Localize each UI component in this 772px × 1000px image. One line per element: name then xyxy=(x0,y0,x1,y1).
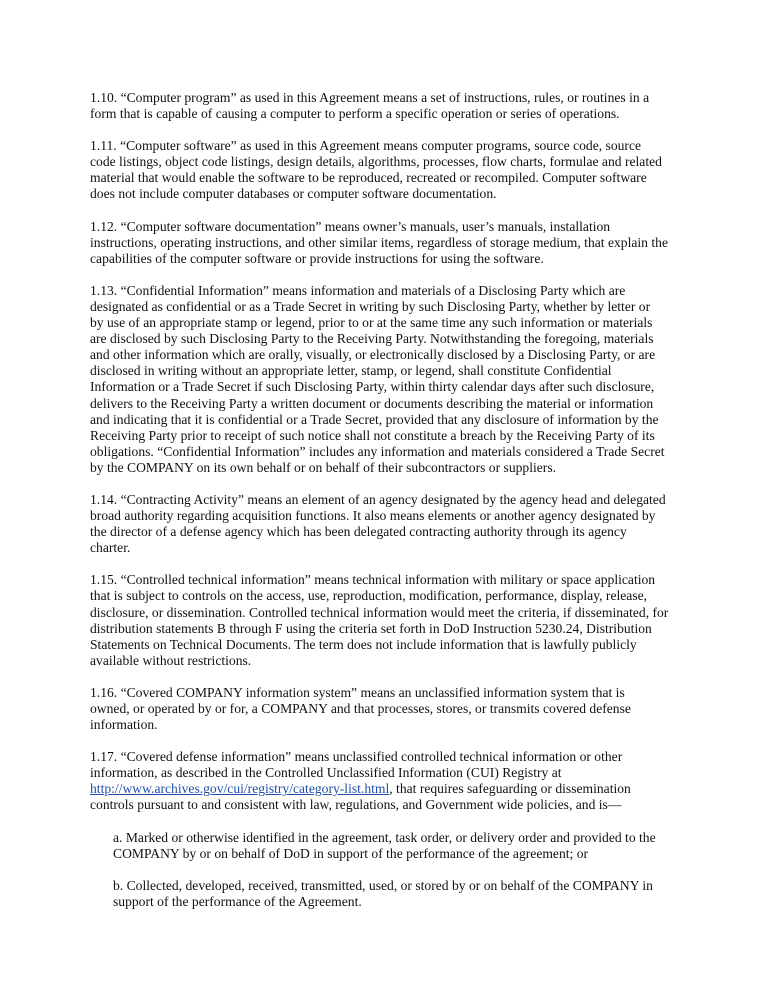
text-line: COMPANY by or on behalf of DoD in support of the performance of the agreement; or xyxy=(113,845,589,861)
section-1-13 xyxy=(90,283,690,476)
section-1-17-a xyxy=(113,830,690,862)
text-line: Information or a Trade Secret if such Disclosing Party, within thirty calendar days after such disclosure, xyxy=(90,379,655,395)
text-line: available without restrictions. xyxy=(90,652,252,668)
text-line: 1.14. “Contracting Activity” means an element of an agency designated by the agency head and delegated xyxy=(90,491,666,507)
text-fragment: , that requires safeguarding or dissemination xyxy=(389,781,631,797)
text-line: support of the performance of the Agreement. xyxy=(113,893,362,909)
text-line: 1.17. “Covered defense information” means unclassified controlled technical information or other xyxy=(90,749,623,765)
text-line: 1.13. “Confidential Information” means information and materials of a Disclosing Party which are xyxy=(90,282,626,298)
text-line: b. Collected, developed, received, transmitted, used, or stored by or on behalf of the COMPANY in xyxy=(113,877,653,893)
text-line: distribution statements B through F using the criteria set forth in DoD Instruction 5230.24, Distribution xyxy=(90,620,652,636)
text-line: and other information which are orally, visually, or electronically disclosed by a Disclosing Party, or are xyxy=(90,347,656,363)
text-line: the director of a defense agency which has been delegated contracting authority through its agency xyxy=(90,524,627,540)
text-line: designated as confidential or as a Trade Secret in writing by such Disclosing Party, whether by letter or xyxy=(90,298,651,314)
text-line: broad authority regarding acquisition functions. It also means elements or another agency designated by xyxy=(90,508,656,524)
section-1-16 xyxy=(90,685,690,733)
section-1-11 xyxy=(90,138,690,202)
text-line: controls pursuant to and consistent with law, regulations, and Government wide policies, and is— xyxy=(90,797,622,813)
text-line: information. xyxy=(90,717,158,733)
text-line: charter. xyxy=(90,540,131,556)
section-1-10 xyxy=(90,90,690,122)
text-line: delivers to the Receiving Party a written document or documents describing the material or information xyxy=(90,395,654,411)
text-line: by use of an appropriate stamp or legend, prior to or at the same time any such information or materials xyxy=(90,315,653,331)
text-line: a. Marked or otherwise identified in the agreement, task order, or delivery order and provided to the xyxy=(113,829,656,845)
text-line: Statements on Technical Documents. The term does not include information that is lawfully publicly xyxy=(90,636,637,652)
text-line: 1.11. “Computer software” as used in this Agreement means computer programs, source code, source xyxy=(90,138,642,154)
cui-registry-link[interactable]: http://www.archives.gov/cui/registry/category-list.html xyxy=(90,781,390,797)
text-line: capabilities of the computer software or provide instructions for using the software. xyxy=(90,250,544,266)
text-line: form that is capable of causing a computer to perform a specific operation or series of operations. xyxy=(90,106,620,122)
text-line: disclosure, or dissemination. Controlled technical information would meet the criteria, if disseminated, for xyxy=(90,604,669,620)
text-line: owned, or operated by or for, a COMPANY and that processes, stores, or transmits covered defense xyxy=(90,701,631,716)
text-line: that is subject to controls on the access, use, reproduction, modification, performance, display, release, xyxy=(90,588,648,604)
text-line: code listings, object code listings, design details, algorithms, processes, flow charts, formulae and related xyxy=(90,154,662,170)
text-line: material that would enable the software to be reproduced, recreated or recompiled. Computer software xyxy=(90,170,647,186)
text-line: and indicating that it is confidential or a Trade Secret, provided that any disclosure of information by the xyxy=(90,411,659,427)
text-line: instructions, operating instructions, and other similar items, regardless of storage medium, that explain the xyxy=(90,234,668,250)
document-page xyxy=(90,90,690,926)
text-line: 1.16. “Covered COMPANY information system” means an unclassified information system that is xyxy=(90,684,625,700)
text-line-with-link xyxy=(90,781,690,797)
text-line: disclosed in writing without an appropriate letter, stamp, or legend, shall constitute Confidential xyxy=(90,363,612,379)
text-line: 1.12. “Computer software documentation” means owner’s manuals, user’s manuals, installation xyxy=(90,218,611,234)
text-line: obligations. “Confidential Information” includes any information and materials considered a Trade Secret xyxy=(90,443,665,459)
text-line: 1.10. “Computer program” as used in this Agreement means a set of instructions, rules, or routines in a xyxy=(90,90,650,105)
text-line: by the COMPANY on its own behalf or on behalf of their subcontractors or suppliers. xyxy=(90,459,557,475)
section-1-15 xyxy=(90,572,690,669)
text-line: are disclosed by such Disclosing Party to the Receiving Party. Notwithstanding the foregoing, materials xyxy=(90,331,654,347)
section-1-17 xyxy=(90,749,690,813)
text-line: Receiving Party prior to receipt of such notice shall not constitute a breach by the Receiving Party of its xyxy=(90,427,655,443)
section-1-17-b xyxy=(113,878,690,910)
text-line: does not include computer databases or computer software documentation. xyxy=(90,186,497,202)
section-1-14 xyxy=(90,492,690,556)
section-1-12 xyxy=(90,219,690,267)
text-line: information, as described in the Controlled Unclassified Information (CUI) Registry at xyxy=(90,765,562,781)
text-line: 1.15. “Controlled technical information” means technical information with military or space application xyxy=(90,572,656,588)
